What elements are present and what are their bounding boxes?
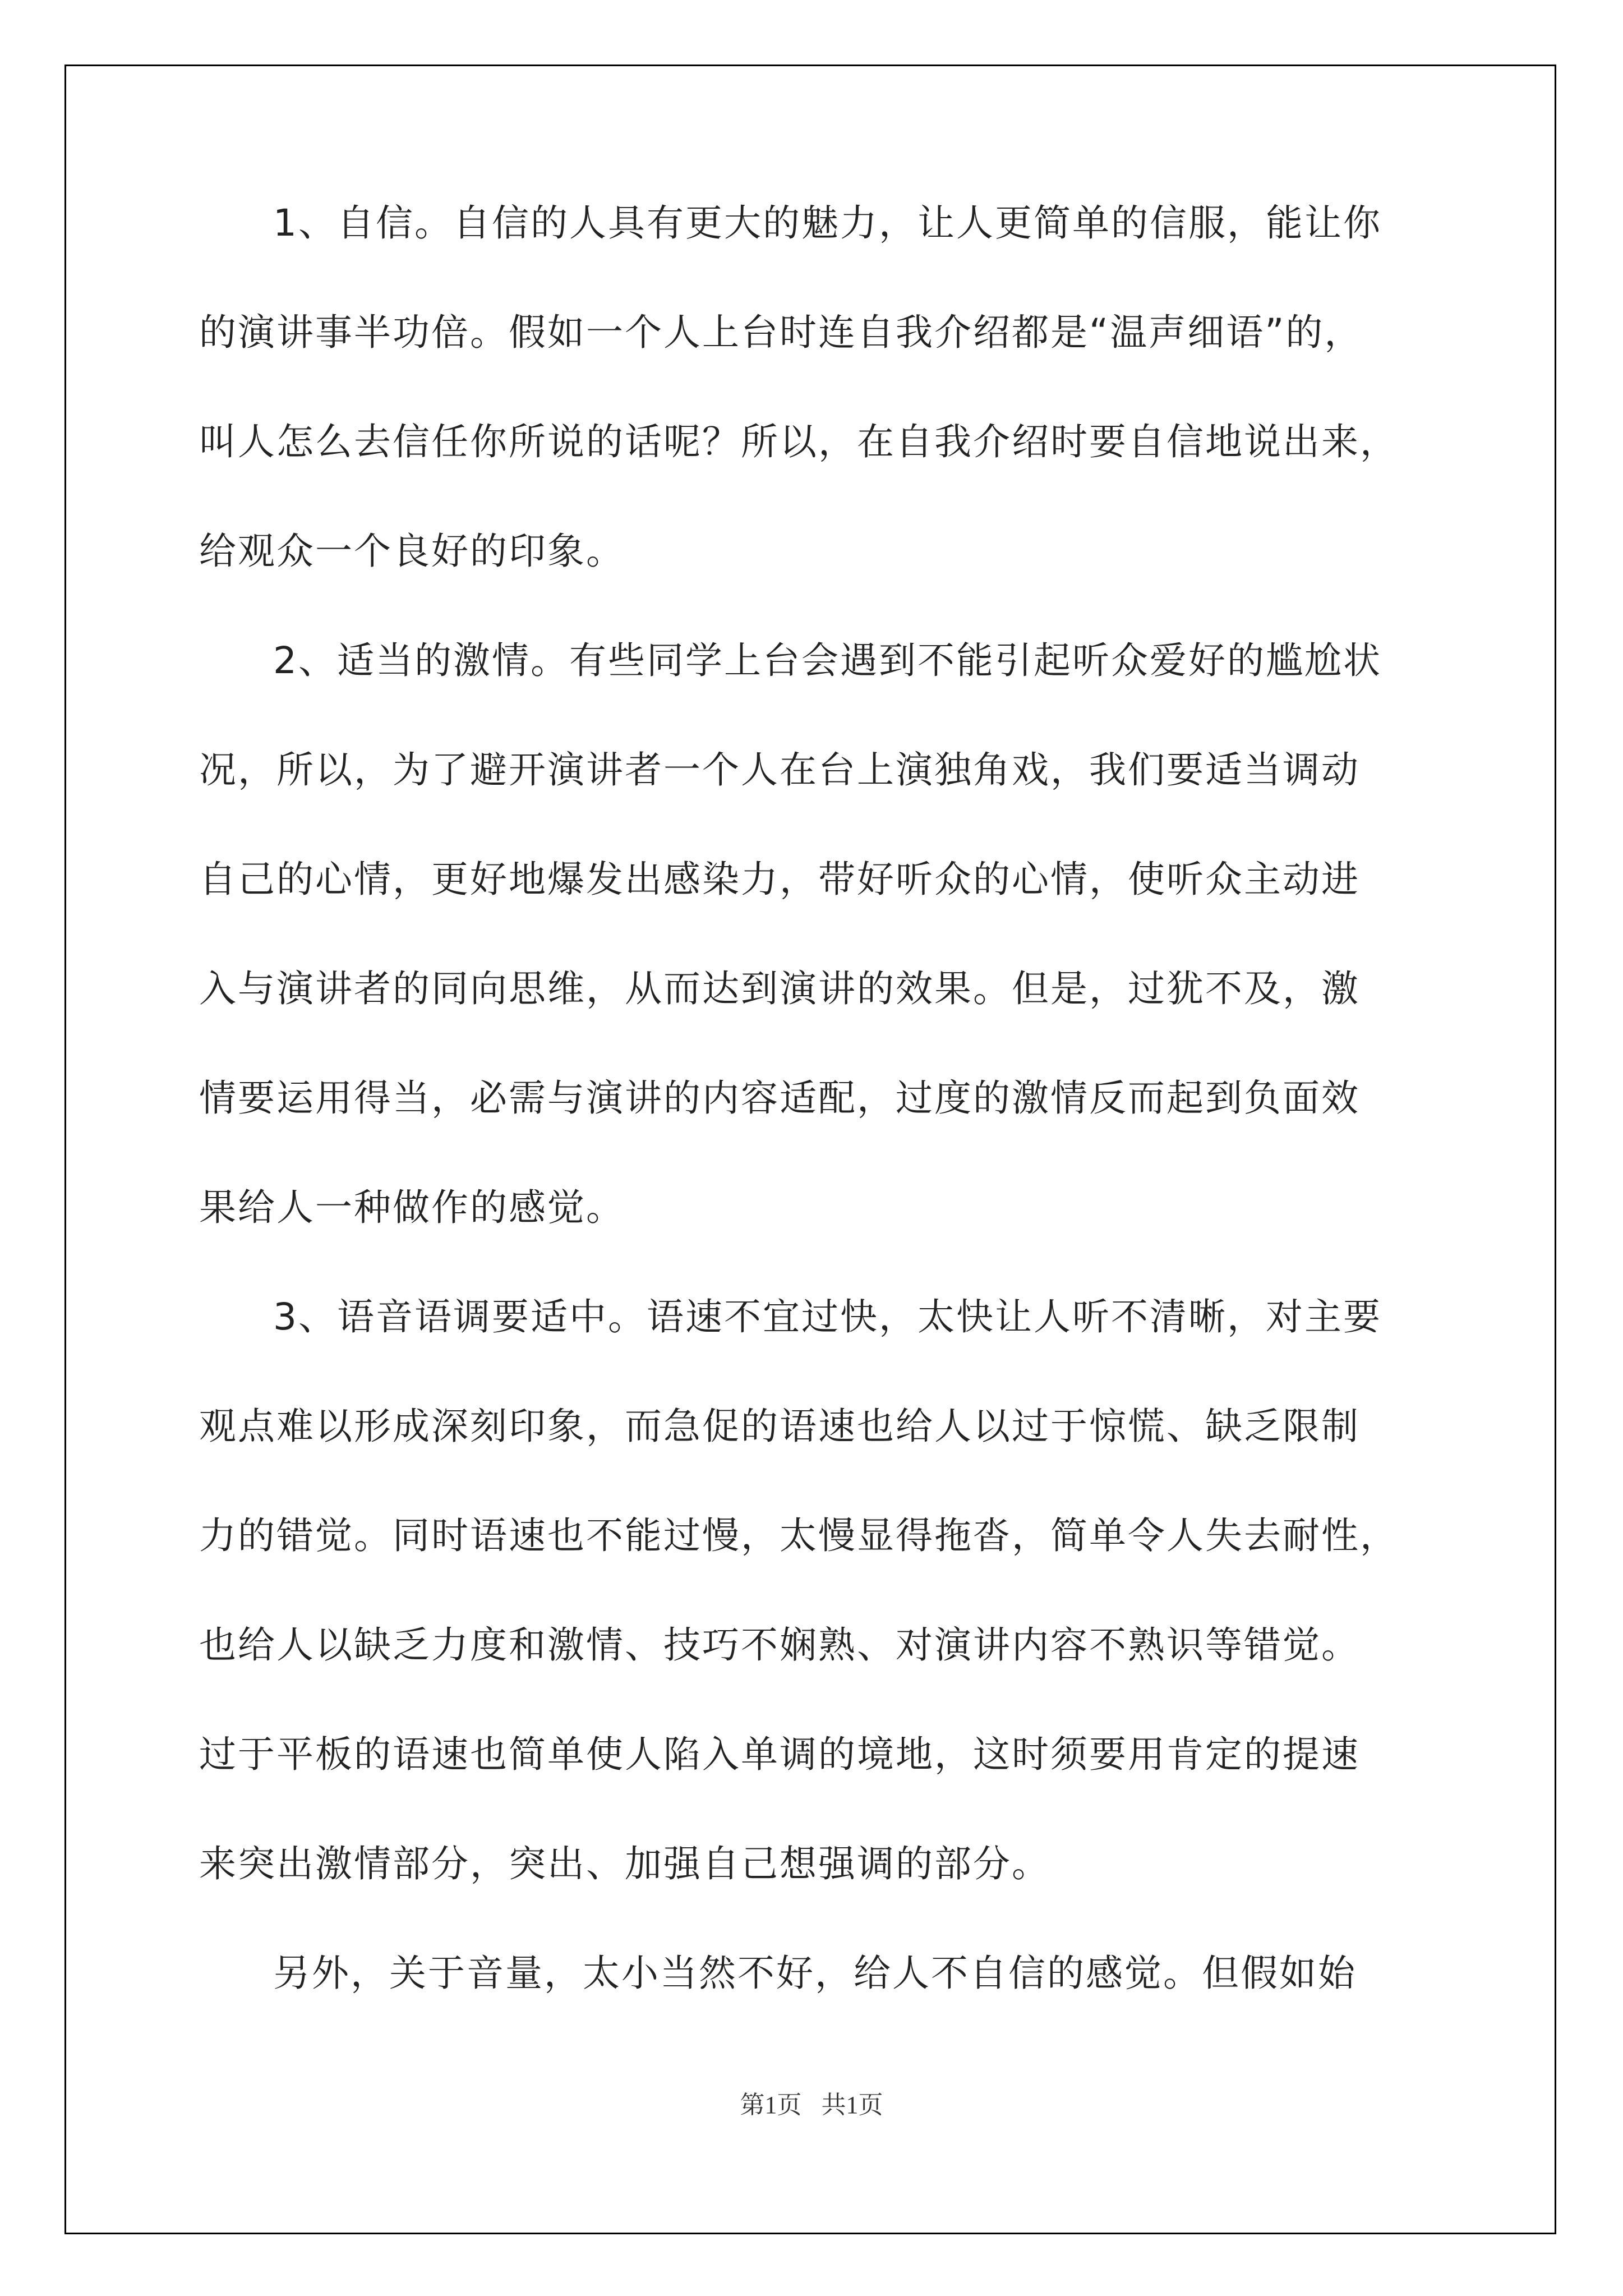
paragraph-self-confidence xyxy=(199,201,1427,642)
text-line: 叫人怎么去信任你所说的话呢？所以，在自我介绍时要自信地说出来， xyxy=(199,420,1399,463)
text-line: 另外，关于音量，太小当然不好，给人不自信的感觉。但假如始 xyxy=(273,1952,1357,1995)
text-line: 过于平板的语速也简单使人陷入单调的境地，这时须要用肯定的提速 xyxy=(199,1733,1360,1776)
text-line: 果给人一种做作的感觉。 xyxy=(199,1186,625,1229)
paragraph-volume xyxy=(199,1952,1427,2064)
text-line: 力的错觉。同时语速也不能过慢，太慢显得拖沓，简单令人失去耐性， xyxy=(199,1514,1399,1557)
text-line: 3、语音语调要适中。语速不宜过快，太快让人听不清晰，对主要 xyxy=(273,1295,1382,1338)
text-line: 入与演讲者的同向思维，从而达到演讲的效果。但是，过犹不及，激 xyxy=(199,967,1360,1010)
document-body xyxy=(199,201,1427,2064)
text-line: 2、适当的激情。有些同学上台会遇到不能引起听众爱好的尴尬状 xyxy=(273,639,1382,682)
page-number-total: 共1页 xyxy=(821,2091,883,2119)
text-line: 观点难以形成深刻印象，而急促的语速也给人以过于惊慌、缺乏限制 xyxy=(199,1405,1360,1448)
text-line: 来突出激情部分，突出、加强自己想强调的部分。 xyxy=(199,1842,1050,1885)
text-line: 1、自信。自信的人具有更大的魅力，让人更简单的信服，能让你 xyxy=(273,201,1382,245)
text-line: 给观众一个良好的印象。 xyxy=(199,530,625,573)
paragraph-intonation xyxy=(199,1295,1427,1955)
text-line: 也给人以缺乏力度和激情、技巧不娴熟、对演讲内容不熟识等错觉。 xyxy=(199,1623,1360,1667)
text-line: 的演讲事半功倍。假如一个人上台时连自我介绍都是“温声细语”的， xyxy=(199,311,1363,354)
text-line: 况，所以，为了避开演讲者一个人在台上演独角戏，我们要适当调动 xyxy=(199,748,1360,792)
text-line: 自己的心情，更好地爆发出感染力，带好听众的心情，使听众主动进 xyxy=(199,858,1360,901)
page-number-current: 第1页 xyxy=(740,2091,802,2119)
page-footer xyxy=(0,2085,1623,2120)
text-line: 情要运用得当，必需与演讲的内容适配，过度的激情反而起到负面效 xyxy=(199,1076,1360,1120)
paragraph-passion xyxy=(199,639,1427,1299)
